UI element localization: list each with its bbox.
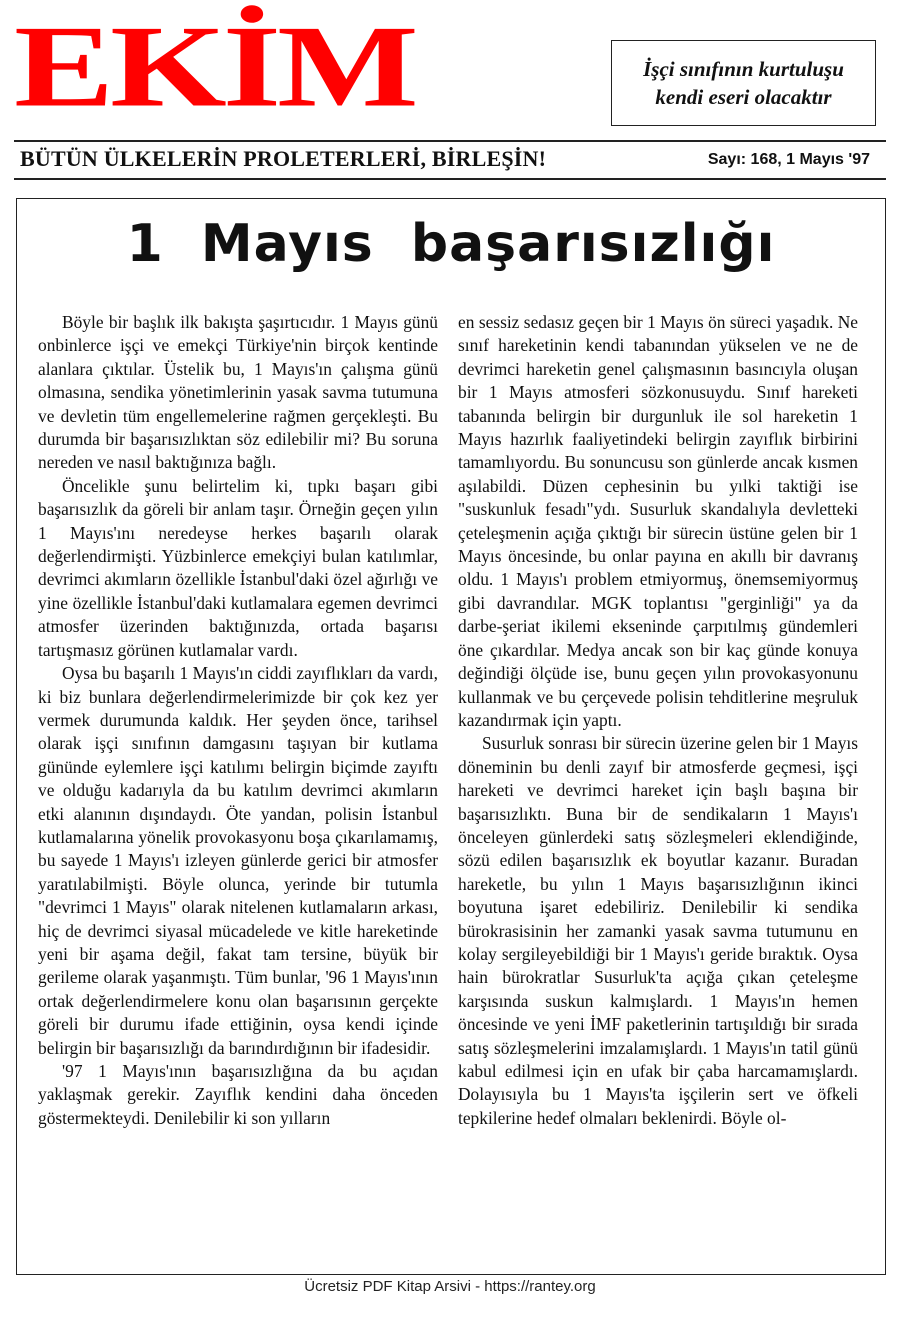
logo-text: EKİM	[14, 1, 415, 132]
slogan: BÜTÜN ÜLKELERİN PROLETERLERİ, BİRLEŞİN!	[20, 146, 547, 171]
article-column-right	[458, 311, 858, 1130]
motto-line-2: kendi eseri olacaktır	[655, 85, 832, 109]
paragraph: Susurluk sonrası bir sürecin üzerine gelen bir 1 Mayıs döneminin bu denli zayıf bir atmosferde geçmesi, işçi hareketi ve devrimci hareket için başlı başına bir başarısızlıktı. Buna bir de sendikaların 1 Mayıs'ı önceleyen günlerdeki satış sözleşmeleri eklendiğinde, sözü edilen başarısızlık ek boyutlar kazanır. Buradan hareketle, bu yılın 1 Mayıs başarısızlığının ikinci boyutuna işaret edebiliriz. Denilebilir ki sendika bürokrasisinin her zamanki yasak savma tutumunu en kolay sergileyebildiği bir 1 Mayıs'ı geride bıraktık. Oysa hain bürokratlar Susurluk'ta açığa çıkan çeteleşme karşısında suskun kalmışlardı. 1 Mayıs'ın hemen öncesinde ve yeni İMF paketlerinin tartışıldığı bir sırada satış sözleşmelerini imzalamışlardı. 1 Mayıs'ın tatil günü kabul edilmesi için en ufak bir çaba harcamamışlardı. Dolayısıyla bu 1 Mayıs'ta işçilerin sert ve öfkeli tepkilerine hedef olmaları beklenirdi. Böyle ol-	[458, 733, 858, 1128]
issue-info: Sayı: 168, 1 Mayıs '97	[707, 151, 870, 168]
article-headline: 1 Mayıs başarısızlığı	[126, 214, 776, 274]
masthead-top-rule	[14, 140, 886, 142]
ekim-logo	[14, 1, 434, 132]
paragraph: Böyle bir başlık ilk bakışta şaşırtıcıdır. 1 Mayıs günü onbinlerce işçi ve emekçi Türkiye'nin birçok kentinde alanlara çıktılar. Üstelik bu, 1 Mayıs'ın çalışma günü olmasına, sendika yönetimlerinin yasak savma tutumuna ve devletin tüm engellemelerine rağmen gerçekleşti. Bu durumda bir başarısızlıktan söz edilebilir mi? Bu soruna nereden ve nasıl baktığınıza bağlı.	[38, 312, 438, 473]
footer-credit: Ücretsiz PDF Kitap Arsivi - https://rantey.org	[304, 1278, 596, 1295]
paragraph: Oysa bu başarılı 1 Mayıs'ın ciddi zayıflıkları da vardı, ki biz bunlara değerlendirmelerimizde bir çok kez yer vermek durumunda kaldık. Her şeyden önce, tarihsel olarak işçi sınıfının damgasını taşıyan bir kutlama gününde eylemlere işçi katılımı belirgin biçimde zayıftı ve olduğu kadarıyla da bu katılım devrimci akımların etki alanının dışındaydı. Öte yandan, polisin İstanbul kutlamalarına yönelik provokasyonu boşa çıkarılamamış, bu sayede 1 Mayıs'ı izleyen günlerde gerici bir atmosfer yaratılabilmişti. Böyle olunca, yerinde bir tutumla "devrimci 1 Mayıs" olarak nitelenen kutlamaların arkası, hiç de devrimci siyasal mücadelede ve kitle hareketinde yeni bir aşama değil, fakat tam tersine, büyük bir gerileme olarak yaşanmıştı. Tüm bunlar, '96 1 Mayıs'ının ortak değerlendirmelere konu olan başarısının gerçekte göreli bir durumu ifade ettiğinin, oysa kendi içinde belirgin bir başarısızlığı da barındırdığının bir ifadesidir.	[38, 663, 438, 1058]
paragraph: en sessiz sedasız geçen bir 1 Mayıs ön süreci yaşadık. Ne sınıf hareketinin kendi tabanından yükselen ve ne de devrimci hareketin genel çalışmasının basıncıyla oluşan bir 1 Mayıs atmosferi sözkonusuydu. Sınıf hareketi tabanında belirgin bir durgunluk ile sol hareketin 1 Mayıs hazırlık faaliyetindeki belirgin zayıflık birbirini tamamlıyordu. Bu sonuncusu son günlerde ancak kısmen aşılabildi. Düzen cephesinin bu yılki taktiği ise "suskunluk fesadı"ydı. Susurluk skandalıyla devletteki çeteleşmenin açığa çıktığı bir sürecin üstüne gelen bir 1 Mayıs öncesinde, bu onlar payına en akıllı bir davranış oldu. 1 Mayıs'ı problem etmiyormuş, önemsemiyormuş gibi davrandılar. MGK toplantısı "gerginliği" ya da darbe-şeriat ikilemi ekseninde çarpıtılmış gündemleri öne çıkardılar. Medya ancak son bir kaç günde konuya değindiği ölçüde ise, bunu geçen yılın provokasyonunu kullanmak ve bu çerçevede polisin tehditlerine meşruluk kazandırmak için yaptı.	[458, 312, 858, 730]
paragraph: Öncelikle şunu belirtelim ki, tıpkı başarı gibi başarısızlık da göreli bir anlam taşır. Örneğin geçen yılın 1 Mayıs'ını neredeyse herkes başarılı olarak değerlendirmişti. Yüzbinlerce emekçiyi bulan katılımlar, devrimci akımların özellikle İstanbul'daki özel ağırlığı ve yine özellikle İstanbul'daki kutlamalara egemen devrimci atmosfer üzerinden baktığınızda, ortada başarısı tartışmasız görünen kutlamalar vardı.	[38, 475, 438, 660]
motto-box	[611, 40, 876, 126]
paragraph: '97 1 Mayıs'ının başarısızlığına da bu açıdan yaklaşmak gerekir. Zayıflık kendini daha önceden göstermekteydi. Denilebilir ki son yılların	[38, 1061, 438, 1128]
article-column-left	[38, 311, 438, 1130]
motto-line-1: İşçi sınıfının kurtuluşu	[643, 57, 844, 81]
masthead-bottom-rule	[14, 178, 886, 180]
